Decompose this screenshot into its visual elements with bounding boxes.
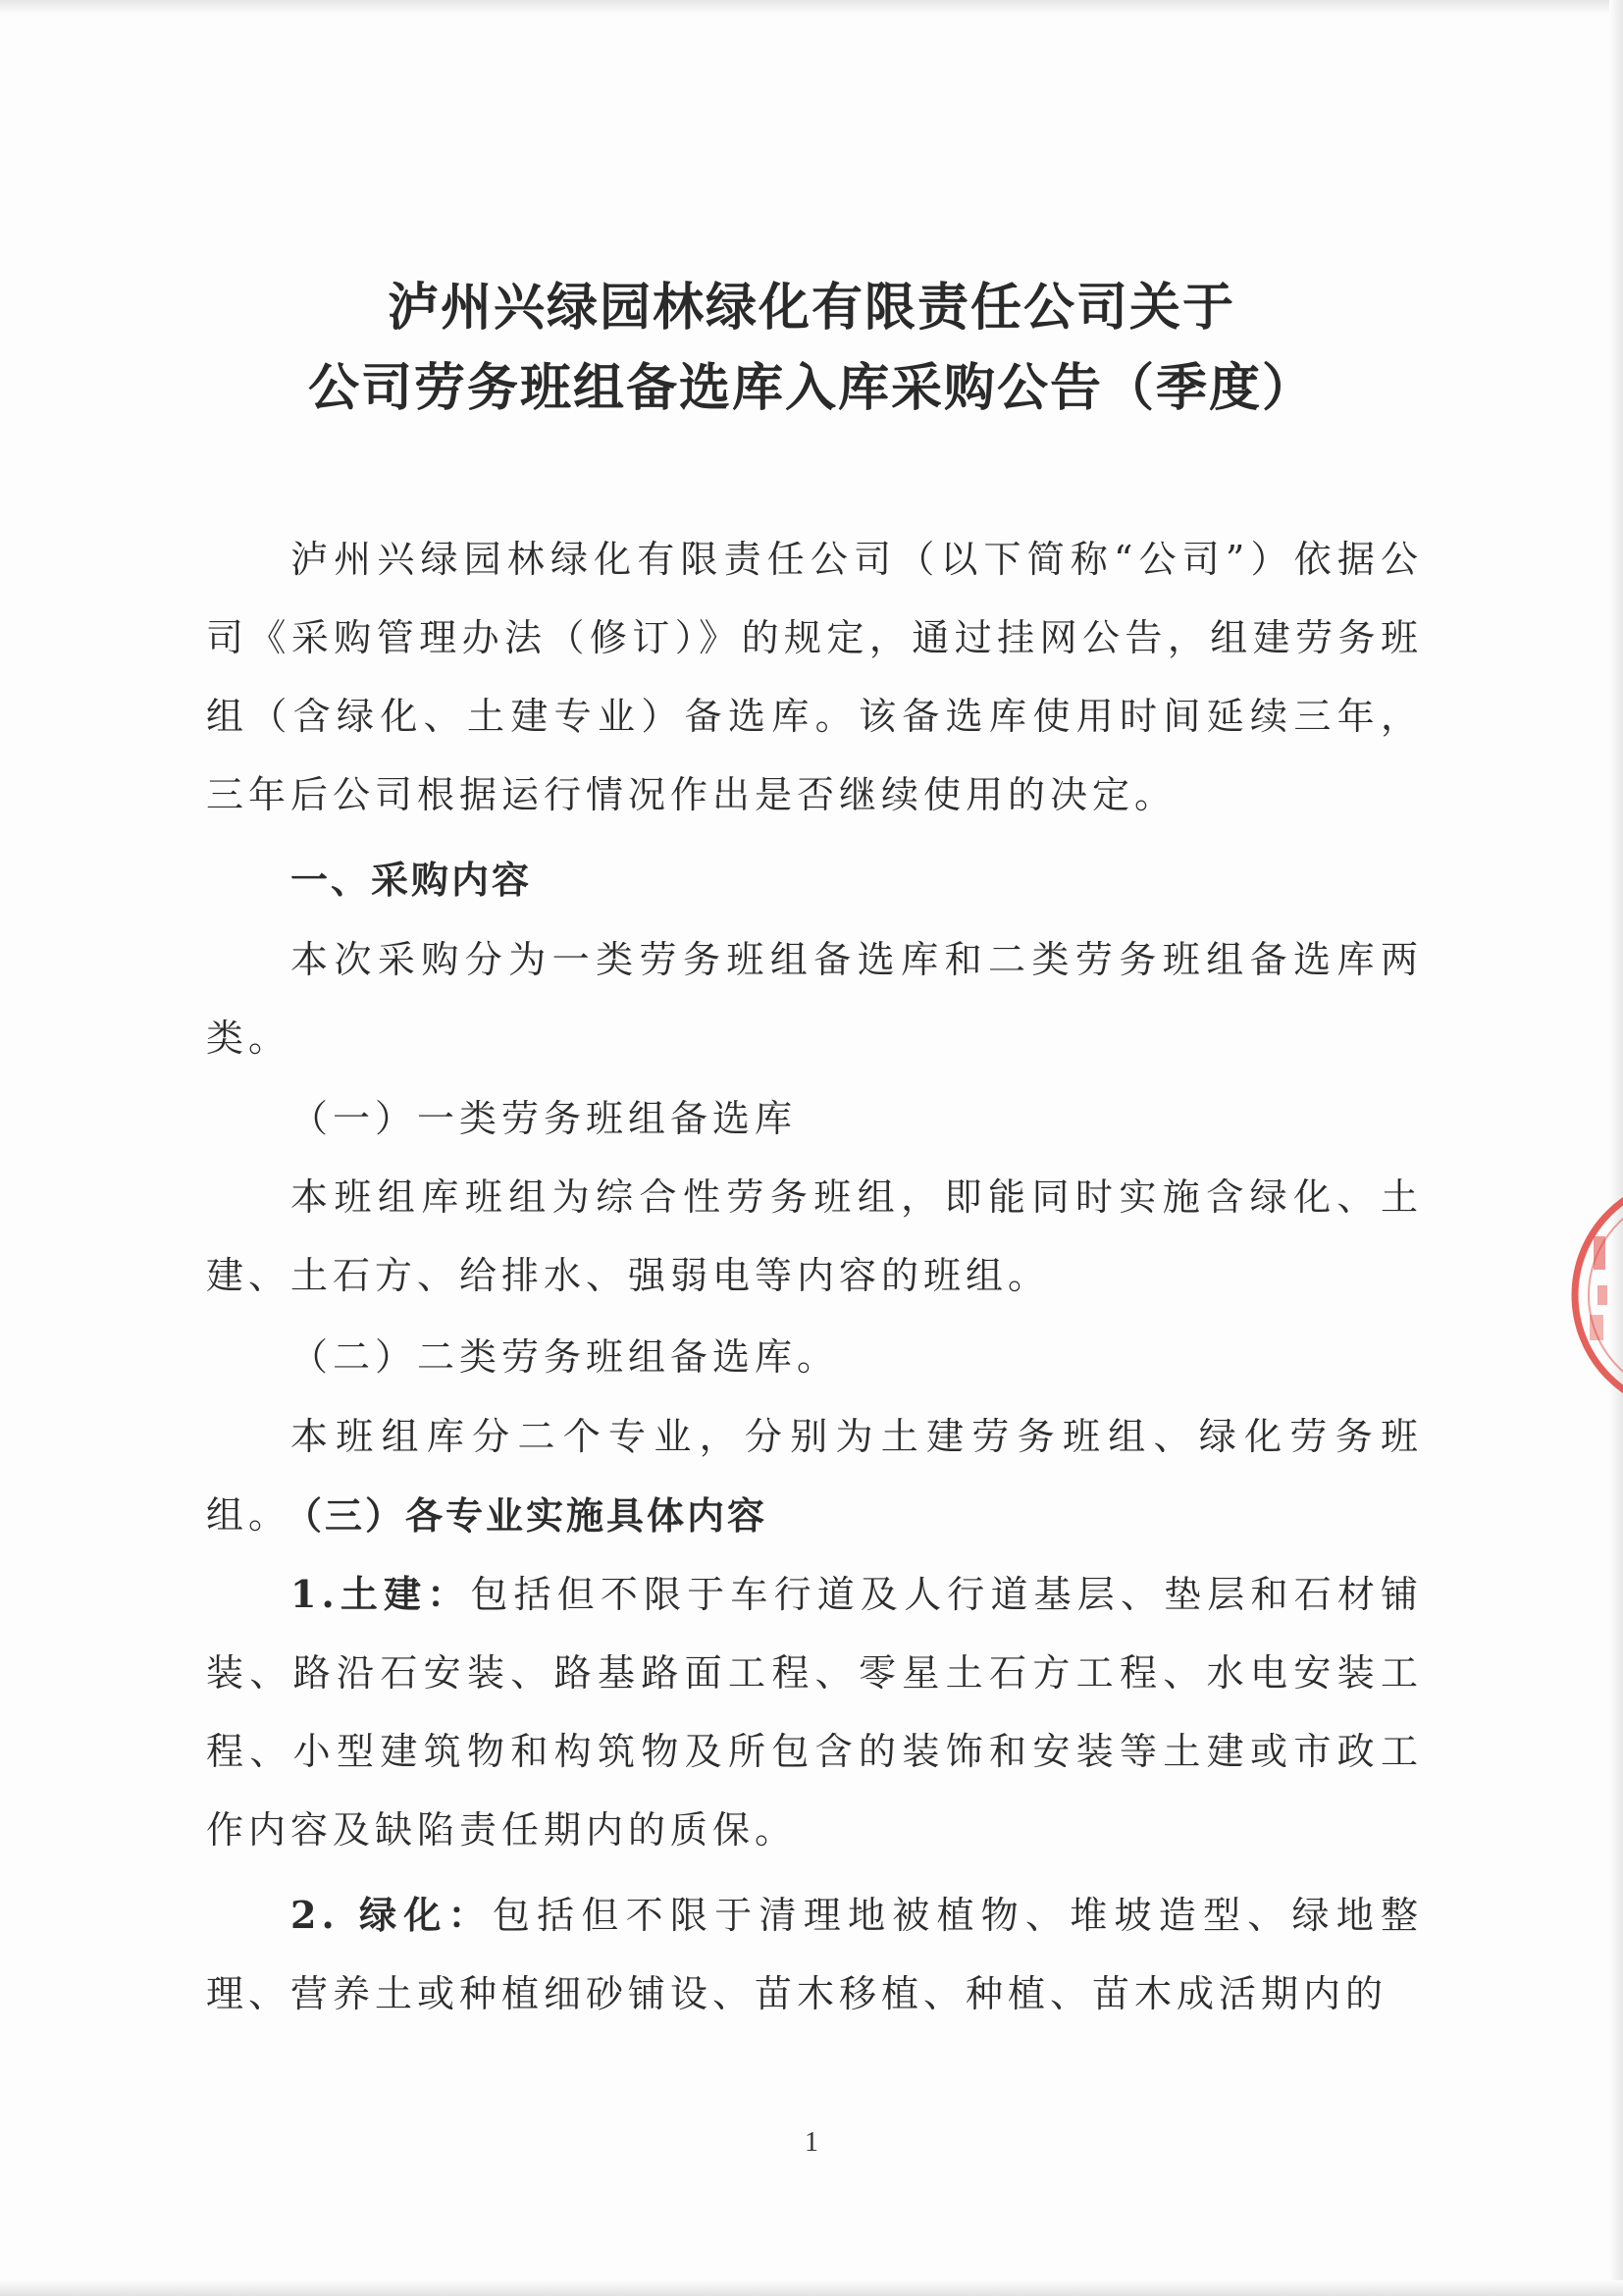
scan-edge (0, 2280, 1623, 2296)
subsection-paragraph-class-1: 本班组库班组为综合性劳务班组，即能同时实施含绿化、土建、土石方、给排水、强弱电等内容的班组。 (206, 1175, 1423, 1297)
item-civil-construction (206, 1555, 1423, 1869)
intro-paragraph: 泸州兴绿园林绿化有限责任公司（以下简称“公司”）依据公司《采购管理办法（修订）》的规定，通过挂网公告，组建劳务班组（含绿化、土建专业）备选库。该备选库使用时间延续三年，三年后公司根据运行情况作出是否继续使用的决定。 (206, 538, 1423, 816)
subsection-paragraph-class-2: 本班组库分二个专业，分别为土建劳务班组、绿化劳务班组。 (206, 1415, 1423, 1537)
page-number: 1 (805, 2127, 818, 2158)
section-heading-procurement-content: 一、采购内容 (290, 859, 533, 902)
section-paragraph: 本次采购分为一类劳务班组备选库和二类劳务班组备选库两类。 (206, 938, 1423, 1060)
item-text-greening: 包括但不限于清理地被植物、堆坡造型、绿地整理、营养土或种植细砂铺设、苗木移植、种植、苗木成活期内的 (206, 1894, 1423, 2015)
subsection-heading-class-1: （一）一类劳务班组备选库 (290, 1097, 798, 1140)
item-greening (206, 1876, 1423, 2033)
subsection-heading-class-2: （二）二类劳务班组备选库。 (290, 1335, 840, 1379)
item-label-civil: 1.土建： (290, 1572, 471, 1616)
scan-edge (0, 0, 1623, 14)
subsection-heading-specialties: （三）各专业实施具体内容 (285, 1494, 768, 1538)
document-title-line-1: 泸州兴绿园林绿化有限责任公司关于 (387, 279, 1235, 338)
item-label-greening: 2. 绿化： (290, 1893, 493, 1937)
document-title-line-2: 公司劳务班组备选库入库采购公告（季度） (307, 359, 1315, 418)
company-seal-stamp (1568, 1177, 1623, 1413)
item-text-civil: 包括但不限于车行道及人行道基层、垫层和石材铺装、路沿石安装、路基路面工程、零星土石方工程、水电安装工程、小型建筑物和构筑物及所包含的装饰和安装等土建或市政工作内容及缺陷责任期内的质保。 (206, 1573, 1423, 1852)
